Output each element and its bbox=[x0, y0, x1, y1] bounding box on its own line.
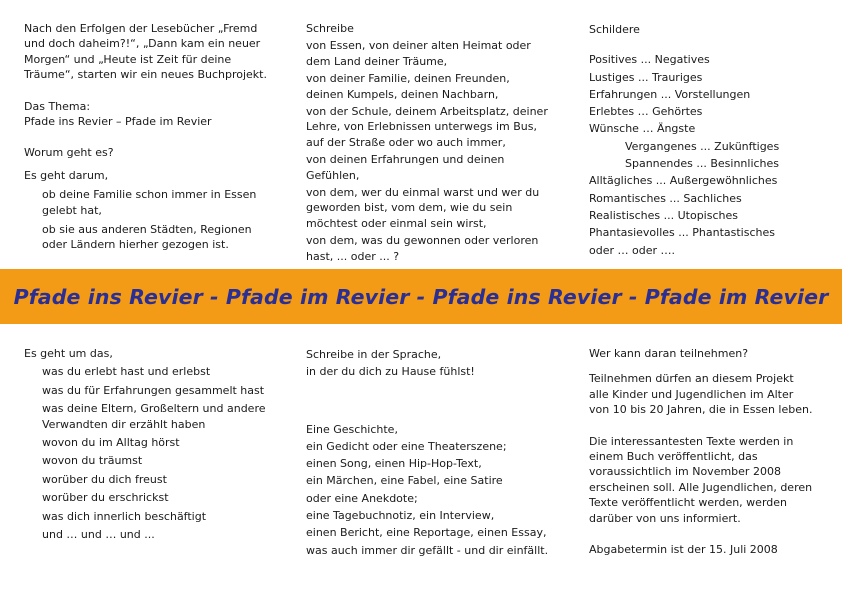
describe-column bbox=[589, 21, 779, 259]
intro-line: und doch daheim?!“, „Dann kam ein neuer bbox=[24, 37, 261, 51]
formats-column bbox=[306, 346, 548, 559]
list-item: worüber du dich freust bbox=[42, 472, 167, 486]
participation-question: Wer kann daran teilnehmen? bbox=[589, 347, 749, 360]
list-item: ein Gedicht oder eine Theaterszene; bbox=[306, 439, 507, 453]
list-item: von Essen, von deiner alten Heimat oder dem Land deiner Träume, bbox=[306, 39, 531, 68]
list-item: von deiner Familie, deinen Freunden, deinen Kumpels, deinen Nachbarn, bbox=[306, 72, 510, 101]
list-item: was dich innerlich beschäftigt bbox=[42, 509, 207, 523]
intro-line: Nach den Erfolgen der Lesebücher „Fremd bbox=[24, 22, 258, 35]
title-banner bbox=[0, 269, 842, 324]
list-item: Lustiges ... Trauriges bbox=[589, 70, 703, 84]
list-item: wovon du träumst bbox=[42, 454, 143, 468]
list-item: und … und … und ... bbox=[42, 528, 155, 542]
list-item: was auch immer dir gefällt - und dir einfällt. bbox=[306, 543, 549, 557]
list-item: ob deine Familie schon immer in Essen gelebt hat, bbox=[42, 188, 257, 217]
list-item: einen Bericht, eine Reportage, einen Essay, bbox=[306, 526, 547, 540]
list-item: Wünsche … Ängste bbox=[589, 122, 696, 136]
list-item: eine Tagebuchnotiz, ein Interview, bbox=[306, 509, 495, 523]
list-item: Romantisches ... Sachliches bbox=[589, 191, 742, 205]
list-item: worüber du erschrickst bbox=[42, 491, 169, 505]
theme-title: Pfade ins Revier – Pfade im Revier bbox=[24, 115, 212, 129]
list-item: ob sie aus anderen Städten, Regionen oder Ländern hierher gezogen ist. bbox=[42, 223, 252, 252]
eligibility-paragraph: Teilnehmen dürfen an diesem Projekt alle Kinder und Jugendlichen im Alter von 10 bis 20 Jahren, die in Essen leben. bbox=[589, 372, 813, 417]
list-item: was du für Erfahrungen gesammelt hast bbox=[42, 383, 265, 397]
deadline: Abgabetermin ist der 15. Juli 2008 bbox=[589, 543, 778, 557]
topics-column bbox=[24, 346, 266, 542]
list-item: Erlebtes … Gehörtes bbox=[589, 105, 703, 119]
list-item: was deine Eltern, Großeltern und andere Verwandten dir erzählt haben bbox=[42, 402, 266, 431]
list-item: Vergangenes ... Zukünftiges bbox=[625, 139, 780, 153]
language-line: Schreibe in der Sprache, bbox=[306, 348, 442, 361]
list-item: Phantasievolles ... Phantastisches bbox=[589, 226, 775, 240]
list-item: von dem, was du gewonnen oder verloren hast, ... oder ... ? bbox=[306, 234, 539, 263]
list-item: oder eine Anekdote; bbox=[306, 491, 418, 505]
intro-line: Morgen“ und „Heute ist Zeit für deine bbox=[24, 52, 232, 66]
topics-lead: Es geht um das, bbox=[24, 347, 113, 360]
list-item: ein Märchen, eine Fabel, eine Satire bbox=[306, 474, 503, 488]
list-item: von deinen Erfahrungen und deinen Gefühlen, bbox=[306, 153, 505, 182]
participation-column bbox=[589, 346, 812, 557]
question-heading: Worum geht es? bbox=[24, 146, 114, 160]
list-item: oder … oder …. bbox=[589, 243, 675, 257]
list-item: Eine Geschichte, bbox=[306, 422, 398, 436]
write-about-column bbox=[306, 21, 548, 264]
list-item: Spannendes ... Besinnliches bbox=[625, 157, 780, 171]
list-item: wovon du im Alltag hörst bbox=[42, 436, 180, 450]
list-item: einen Song, einen Hip-Hop-Text, bbox=[306, 457, 482, 471]
column-heading: Schildere bbox=[589, 23, 640, 36]
list-item: von dem, wer du einmal warst und wer du geworden bist, vom dem, wie du sein möchtest oder einmal sein wirst, bbox=[306, 186, 540, 230]
list-item: was du erlebt hast und erlebst bbox=[42, 365, 211, 379]
publication-paragraph: Die interessantesten Texte werden in einem Buch veröffentlicht, das voraussichtlich im November 2008 erscheinen soll. Alle Jugendlichen, deren Texte veröffentlicht werden, werden darüber von uns informiert. bbox=[589, 434, 813, 525]
answer-lead: Es geht darum, bbox=[24, 168, 109, 182]
intro-line: Träume“, starten wir ein neues Buchprojekt. bbox=[24, 68, 267, 82]
column-heading: Schreibe bbox=[306, 22, 354, 35]
language-line: in der du dich zu Hause fühlst! bbox=[306, 365, 475, 379]
list-item: von der Schule, deinem Arbeitsplatz, deiner Lehre, von Erlebnissen unterwegs im Bus, auf der Straße oder wo auch immer, bbox=[306, 105, 548, 149]
list-item: Realistisches ... Utopisches bbox=[589, 208, 738, 222]
theme-label: Das Thema: bbox=[24, 99, 91, 113]
list-item: Erfahrungen ... Vorstellungen bbox=[589, 87, 751, 101]
banner-title: Pfade ins Revier - Pfade im Revier - Pfade ins Revier - Pfade im Revier bbox=[13, 284, 829, 309]
intro-column bbox=[24, 21, 267, 253]
list-item: Alltägliches ... Außergewöhnliches bbox=[589, 174, 778, 188]
list-item: Positives ... Negatives bbox=[589, 53, 710, 67]
